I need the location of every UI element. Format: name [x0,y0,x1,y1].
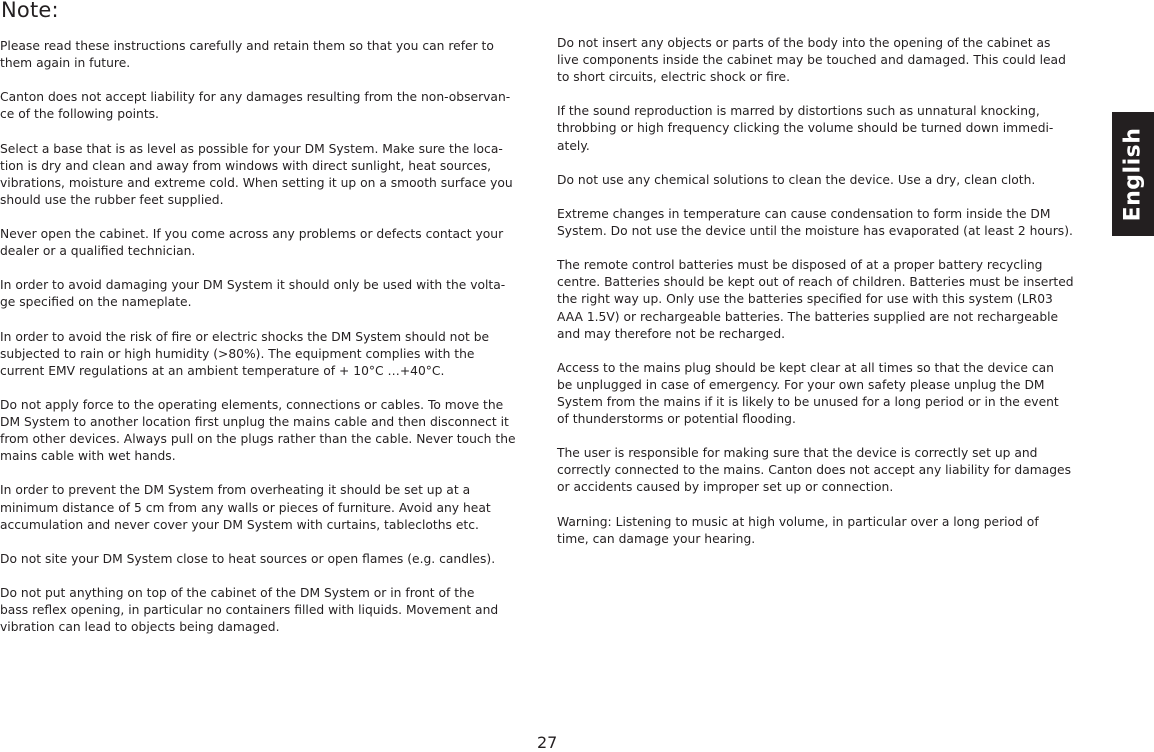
right-column [557,35,1079,565]
language-tab-label: English [1120,127,1146,221]
paragraph: Do not site your DM System close to heat sources or open flames (e.g. candles). [0,551,496,566]
paragraph: Extreme changes in temperature can cause condensation to form inside the DM System. Do not use the device until the moisture has evaporated (at least 2 hours). [557,206,1073,239]
paragraph: The user is responsible for making sure that the device is correctly set up and correctly connected to the mains. Canton does not accept any liability for damages or accidents caused by improper set up or connection. [557,446,1072,495]
paragraph: Please read these instructions carefully and retain them so that you can refer to them again in future. [0,39,494,71]
paragraph: The remote control batteries must be disposed of at a proper battery recycling centre. Batteries should be kept out of reach of children. Batteries must be inserted the right way up. Only use the batteries specified for use with this system (LR03 AAA 1.5V) or rechargeable batteries. The batteries supplied are not rechargeable and may therefore not be recharged. [557,258,1074,341]
paragraph: Never open the cabinet. If you come across any problems or defects contact your dealer or a qualified technician. [0,227,504,259]
paragraph: In order to prevent the DM System from overheating it should be set up at a minimum distance of 5 cm from any walls or pieces of furniture. Avoid any heat accumulation and never cover your DM System with curtains, tablecloths etc. [0,483,491,532]
paragraph: Access to the mains plug should be kept clear at all times so that the device can be unplugged in case of emergency. For your own safety please unplug the DM System from the mains if it is likely to be unused for a long period or in the event of thunderstorms or potential flooding. [557,360,1059,427]
paragraph: Do not put anything on top of the cabinet of the DM System or in front of the bass reflex opening, in particular no containers filled with liquids. Movement and vibration can lead to objects being damaged. [0,586,499,635]
paragraph: Do not insert any objects or parts of the body into the opening of the cabinet as live components inside the cabinet may be touched and damaged. This could lead to short circuits, electric shock or fire. [557,36,1066,85]
paragraph: In order to avoid damaging your DM System it should only be used with the volta- ge specified on the nameplate. [0,278,506,310]
paragraph: In order to avoid the risk of fire or electric shocks the DM System should not be subjected to rain or high humidity (>80%). The equipment complies with the current EMV regulations at an ambient temperature of + 10°C …+40°C. [0,329,490,378]
language-tab [1112,112,1154,236]
paragraph: If the sound reproduction is marred by distortions such as unnatural knocking, throbbing or high frequency clicking the volume should be turned down immedi- ately. [557,104,1054,153]
paragraph: Do not use any chemical solutions to clean the device. Use a dry, clean cloth. [557,172,1036,187]
page-number: 27 [537,733,558,752]
paragraph: Select a base that is as level as possible for your DM System. Make sure the loca- tion is dry and clean and away from windows with direct sunlight, heat sources, vibrations, moisture and extreme cold. When setting it up on a smooth surface you should use the rubber feet supplied. [0,141,513,207]
paragraph: Do not apply force to the operating elements, connections or cables. To move the DM System to another location first unplug the mains cable and then disconnect it from other devices. Always pull on the plugs rather than the cable. Never touch the mains cable with wet hands. [0,397,516,464]
paragraph: Canton does not accept liability for any damages resulting from the non-observan- ce of the following points. [0,90,511,122]
left-column [0,38,523,653]
page-heading: Note: [1,0,59,22]
paragraph: Warning: Listening to music at high volume, in particular over a long period of time, can damage your hearing. [557,514,1039,546]
